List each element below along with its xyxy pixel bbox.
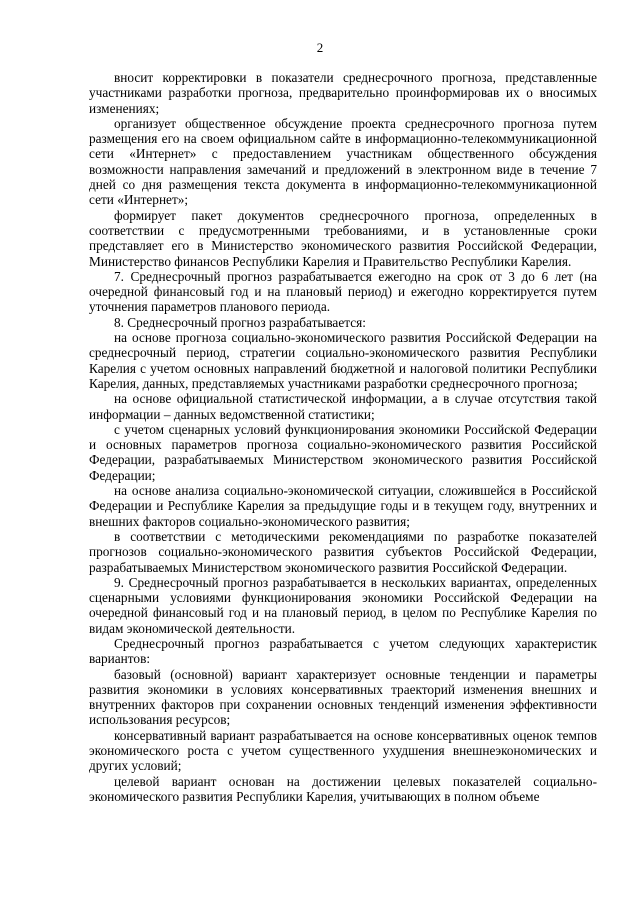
paragraph-document-package: формирует пакет документов среднесрочного прогноза, определенных в соответствии с предусмотренными требованиями, и в установленные сроки представляет его в Министерство экономического развития Российской Федерации, Министерство финансов Республики Карелия и Правительство Республики Карелия. (89, 207, 597, 269)
paragraph-target-variant: целевой вариант основан на достижении целевых показателей социально-экономического развития Республики Карелия, учитывающих в полном объеме (89, 773, 597, 804)
paragraph-basis-federal-forecast: на основе прогноза социально-экономического развития Российской Федерации на среднесрочный период, стратегии социально-экономического развития Республики Карелия с учетом основных направлений бюджетной и налоговой политики Республики Карелия, данных, представляемых участниками разработки среднесрочного прогноза; (89, 330, 597, 391)
paragraph-conservative-variant: консервативный вариант разрабатывается на основе консервативных оценок темпов экономического роста с учетом существенного ухудшения внешнеэкономических и других условий; (89, 727, 597, 774)
paragraph-methodological-recommendations: в соответствии с методическими рекомендациями по разработке показателей прогнозов социально-экономического развития субъектов Российской Федерации, разрабатываемых Министерством экономического развития Российской Федерации. (89, 528, 597, 575)
page-number: 2 (316, 40, 324, 55)
paragraph-scenario-conditions: с учетом сценарных условий функционирования экономики Российской Федерации и основных параметров прогноза социально-экономического развития Российской Федерации, разрабатываемых Министерством экономического развития Российской Федерации; (89, 421, 597, 483)
paragraph-corrections: вносит корректировки в показатели среднесрочного прогноза, представленные участниками разработки прогноза, предварительно проинформировав их о вносимых изменениях; (89, 70, 597, 116)
paragraph-item-7: 7. Среднесрочный прогноз разрабатывается ежегодно на срок от 3 до 6 лет (на очередной финансовый год и на плановый период) и ежегодно корректируется путем уточнения параметров планового периода. (89, 268, 597, 315)
paragraph-base-variant: базовый (основной) вариант характеризует основные тенденции и параметры развития экономики в условиях консервативных траекторий изменения внешних и внутренних факторов при сохранении основных тенденций изменения эффективности использования ресурсов; (89, 666, 597, 728)
paragraph-situation-analysis: на основе анализа социально-экономической ситуации, сложившейся в Российской Федерации и Республике Карелия за предыдущие годы и в текущем году, внутренних и внешних факторов социально-экономического развития; (89, 483, 597, 529)
paragraph-public-discussion: организует общественное обсуждение проекта среднесрочного прогноза путем размещения его на своем официальном сайте в информационно-телекоммуникационной сети «Интернет» с предоставлением участникам общественного обсуждения возможности направления замечаний и предложений в электронном виде в течение 7 дней со дня размещения текста документа в информационно-телекоммуникационной сети «Интернет»; (89, 115, 597, 208)
document-body (89, 70, 597, 804)
paragraph-item-9: 9. Среднесрочный прогноз разрабатывается в нескольких вариантах, определенных сценарными условиями функционирования экономики Российской Федерации на очередной финансовый год и на плановый период, в целом по Республике Карелия по видам экономической деятельности. (89, 574, 597, 636)
paragraph-item-8: 8. Среднесрочный прогноз разрабатывается: (114, 314, 366, 330)
paragraph-basis-statistics: на основе официальной статистической информации, а в случае отсутствия такой информации – данных ведомственной статистики; (89, 391, 597, 422)
paragraph-variant-characteristics: Среднесрочный прогноз разрабатывается с учетом следующих характеристик вариантов: (89, 635, 597, 667)
